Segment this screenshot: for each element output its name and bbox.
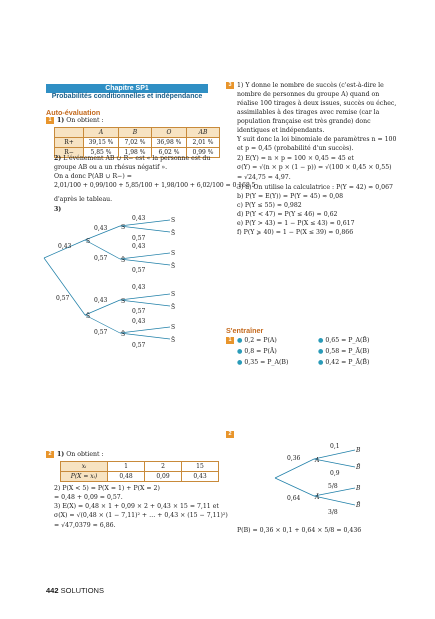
tree-node-label: S̄ xyxy=(121,257,126,264)
exercise-1-q2-line2: groupe AB ou a un rhésus négatif ». xyxy=(54,164,168,171)
tree-node-label: Ā xyxy=(315,494,320,501)
exercise-number-badge: 2 xyxy=(46,451,54,458)
tree-leaf-label: S̄ xyxy=(171,230,176,237)
table-row-label: R− xyxy=(55,148,84,158)
branch xyxy=(314,459,355,467)
text-line: 1) Y donne le nombre de succès (c'est-à-dire le xyxy=(237,82,384,89)
exercise-number-badge: 1 xyxy=(226,337,234,344)
exercise-3-line: c) P(Y ≤ 55) ≈ 0,982 xyxy=(237,202,302,209)
tree-leaf-label: B̄ xyxy=(356,464,361,471)
tree-prob-label: 0,9 xyxy=(330,470,340,477)
entrainer-item: ● 0,58 = P_Ā(B) xyxy=(318,348,370,355)
tree-leaf-label: B xyxy=(356,447,361,454)
exercise-3-line: d) P(Y < 47) = P(Y ≤ 46) ≈ 0,62 xyxy=(237,211,338,218)
exercise-3-line: Y suit donc la loi binomiale de paramètres n = 100 xyxy=(237,136,397,143)
tree-node-label: S xyxy=(121,224,126,231)
exercise-3-line: = √24,75 ≈ 4,97. xyxy=(237,174,291,181)
blood-group-table xyxy=(54,127,220,158)
table-header-cell: 1 xyxy=(108,462,145,472)
table-header-cell: 2 xyxy=(145,462,182,472)
page-number: 442 xyxy=(46,586,59,595)
exercise-3-line: b) P(Y = E(Y)) = P(Y = 45) ≈ 0,08 xyxy=(237,193,344,200)
tree-prob-label: 0,57 xyxy=(132,267,146,274)
table-header-cell: AB xyxy=(187,128,220,138)
exercise-2-q1 xyxy=(46,451,104,460)
tree-prob-label: 0,57 xyxy=(94,255,108,262)
distribution-table xyxy=(60,461,219,482)
exercise-2-line: = 0,48 + 0,09 = 0,57. xyxy=(54,494,123,501)
exercise-2-line: 3) E(X) = 0,48 × 1 + 0,09 × 2 + 0,43 × 15 = 7,11 et xyxy=(54,503,219,510)
tree-leaf-label: S xyxy=(171,324,176,331)
question-text: On obtient : xyxy=(66,117,104,124)
branch xyxy=(120,333,170,339)
table-header-row xyxy=(61,462,219,472)
tree-prob-label: 0,64 xyxy=(287,495,301,502)
table-cell: 6,02 % xyxy=(152,148,187,158)
exercise-3-line: réalise 100 tirages à deux issues, succès ou échec, xyxy=(237,100,397,107)
exercise-3-line: σ(Y) = √(n × p × (1 − p)) = √(100 × 0,45 × 0,55) xyxy=(237,164,392,171)
entrainer-item: ● 0,65 = P_A(B̄) xyxy=(318,337,370,344)
table-header-cell: B xyxy=(119,128,152,138)
exercise-2-line: 2) P(X < 5) = P(X = 1) + P(X = 2) xyxy=(54,485,160,492)
tree-prob-label: 0,36 xyxy=(287,455,301,462)
entrainer-item: ● 0,42 = P_Ā(B̄) xyxy=(318,359,370,366)
table-cell: 0,99 % xyxy=(187,148,220,158)
exercise-3-line: e) P(Y > 43) = 1 − P(X ≤ 43) ≈ 0,617 xyxy=(237,220,355,227)
tree-node-label: S̄ xyxy=(86,313,91,320)
tree-leaf-label: S xyxy=(171,250,176,257)
tree-leaf-label: S̄ xyxy=(171,337,176,344)
item-text: 0,65 = P_A(B̄) xyxy=(325,337,370,344)
branch xyxy=(120,294,170,300)
exercise-3-line: population française est très grande) donc xyxy=(237,118,371,125)
exercise-2-line: σ(X) = √(0,48 × (1 − 7,11)² + … + 0,43 × (15 − 7,11)²) xyxy=(54,512,228,519)
tree-prob-label: 0,43 xyxy=(132,318,146,325)
page-footer xyxy=(46,586,104,595)
table-header-cell xyxy=(55,128,84,138)
table-cell: 7,02 % xyxy=(119,138,152,148)
exercise-1-q2-sum: 2,01/100 + 0,99/100 + 5,85/100 + 1,98/100 + 6,02/100 = 0,168 5 xyxy=(54,182,256,189)
entrainer-item: ● 0,8 = P(Ā) xyxy=(237,348,277,355)
tree-prob-label: 3/8 xyxy=(328,509,338,516)
exercise-3-line: 2) E(Y) = n × p = 100 × 0,45 = 45 et xyxy=(237,155,354,162)
tree-leaf-label: S̄ xyxy=(171,304,176,311)
tree-leaf-label: B̄ xyxy=(356,502,361,509)
exercise-number-badge: 1 xyxy=(46,117,54,124)
table-cell: 1,98 % xyxy=(119,148,152,158)
item-text: 0,35 = P_A(B) xyxy=(244,359,289,366)
tree-leaf-label: B xyxy=(356,485,361,492)
tree-prob-label: 0,57 xyxy=(132,308,146,315)
tree-prob-label: 0,43 xyxy=(58,243,72,250)
tree-prob-label: 0,43 xyxy=(132,215,146,222)
chapter-banner: Chapitre SP1 xyxy=(46,84,208,93)
question-text: On obtient : xyxy=(66,451,104,458)
tree-node-label: S̄ xyxy=(121,331,126,338)
exercise-number-badge: 3 xyxy=(226,82,234,89)
exercise-3-line xyxy=(226,82,384,91)
exercise-3-line: identiques et indépendants. xyxy=(237,127,325,134)
question-number: 1) xyxy=(57,451,65,458)
exercise-1-q2-line3: On a donc P(AB ∪ R−) = xyxy=(54,173,132,180)
table-header-cell: A xyxy=(84,128,119,138)
table-header-cell: O xyxy=(152,128,187,138)
tree-node-label: S xyxy=(121,298,126,305)
branch xyxy=(120,259,170,265)
question-text: L'événement AB ∪ R− est « la personne est du xyxy=(63,155,211,162)
table-cell: 39,15 % xyxy=(84,138,119,148)
item-text: 0,8 = P(Ā) xyxy=(244,348,277,355)
table-row-label: P(X = xᵢ) xyxy=(61,472,108,482)
branch xyxy=(120,226,170,232)
tree-leaf-label: S̄ xyxy=(171,263,176,270)
tree-prob-label: 0,1 xyxy=(330,443,340,450)
exercise-3-line: 3) a) On utilise la calculatrice : P(Y = 42) ≈ 0,067 xyxy=(237,184,393,191)
exercise-1-q2-line1 xyxy=(54,155,210,164)
tree-2-result: P(B) = 0,36 × 0,1 + 0,64 × 5/8 = 0,436 xyxy=(237,527,362,534)
exercise-2-right xyxy=(226,431,237,440)
item-text: 0,2 = P(A) xyxy=(244,337,277,344)
exercise-3-line: assimilables à des tirages avec remise (car la xyxy=(237,109,380,116)
table-header-cell: xᵢ xyxy=(61,462,108,472)
chapter-subtitle: Probabilités conditionnelles et indépendance xyxy=(51,93,203,100)
tree-leaf-label: S xyxy=(171,291,176,298)
table-row xyxy=(55,138,220,148)
item-text: 0,58 = P_Ā(B) xyxy=(325,348,370,355)
probability-tree-2 xyxy=(270,438,380,518)
table-header-row xyxy=(55,128,220,138)
exercise-2-line: = √47,0379 ≈ 6,86. xyxy=(54,522,116,529)
question-number: 2) xyxy=(54,155,62,162)
tree-branches xyxy=(44,220,170,339)
tree-prob-label: 0,57 xyxy=(56,295,70,302)
exercise-1-q2-line5: d'après le tableau. xyxy=(54,196,113,203)
tree-prob-label: 5/8 xyxy=(328,483,338,490)
tree-node-label: S xyxy=(86,238,91,245)
question-number: 1) xyxy=(57,117,65,124)
exercise-3-line: et p = 0,45 (probabilité d'un succès). xyxy=(237,145,354,152)
table-row-label: R+ xyxy=(55,138,84,148)
exercise-3-line: f) P(Y ⩾ 40) = 1 − P(X ≤ 39) ≈ 0,866 xyxy=(237,229,354,236)
section-heading-sentrainer: S'entraîner xyxy=(226,326,264,335)
tree-prob-label: 0,57 xyxy=(94,329,108,336)
footer-label: SOLUTIONS xyxy=(60,586,104,595)
table-header-cell: 15 xyxy=(182,462,219,472)
branch xyxy=(120,327,170,333)
exercise-1-q3: 3) xyxy=(54,206,62,213)
table-row xyxy=(61,472,219,482)
table-cell: 36,98 % xyxy=(152,138,187,148)
entrainer-item: ● 0,35 = P_A(B) xyxy=(237,359,289,366)
tree-prob-label: 0,43 xyxy=(132,284,146,291)
table-cell: 2,01 % xyxy=(187,138,220,148)
table-cell: 0,43 xyxy=(182,472,219,482)
branch xyxy=(314,496,355,505)
branch xyxy=(120,300,170,306)
table-cell: 5,85 % xyxy=(84,148,119,158)
tree-leaf-label: S xyxy=(171,217,176,224)
exercise-3-line: nombre de personnes du groupe A) quand on xyxy=(237,91,380,98)
probability-tree-1 xyxy=(40,210,210,360)
branch xyxy=(44,258,85,315)
tree-prob-label: 0,43 xyxy=(94,297,108,304)
table-cell: 0,09 xyxy=(145,472,182,482)
section-heading-auto-evaluation: Auto-évaluation xyxy=(46,108,101,117)
entrainer-item: 1 ● 0,2 = P(A) xyxy=(226,337,277,346)
tree-prob-label: 0,43 xyxy=(132,243,146,250)
table-cell: 0,48 xyxy=(108,472,145,482)
tree-node-label: A xyxy=(315,457,320,464)
tree-prob-label: 0,57 xyxy=(132,235,146,242)
exercise-number-badge: 2 xyxy=(226,431,234,438)
branch xyxy=(120,253,170,259)
tree-prob-label: 0,57 xyxy=(132,342,146,349)
branch xyxy=(314,450,355,459)
exercise-1-q1 xyxy=(46,117,104,126)
item-text: 0,42 = P_Ā(B̄) xyxy=(325,359,370,366)
tree-prob-label: 0,43 xyxy=(94,225,108,232)
branch xyxy=(275,478,314,496)
